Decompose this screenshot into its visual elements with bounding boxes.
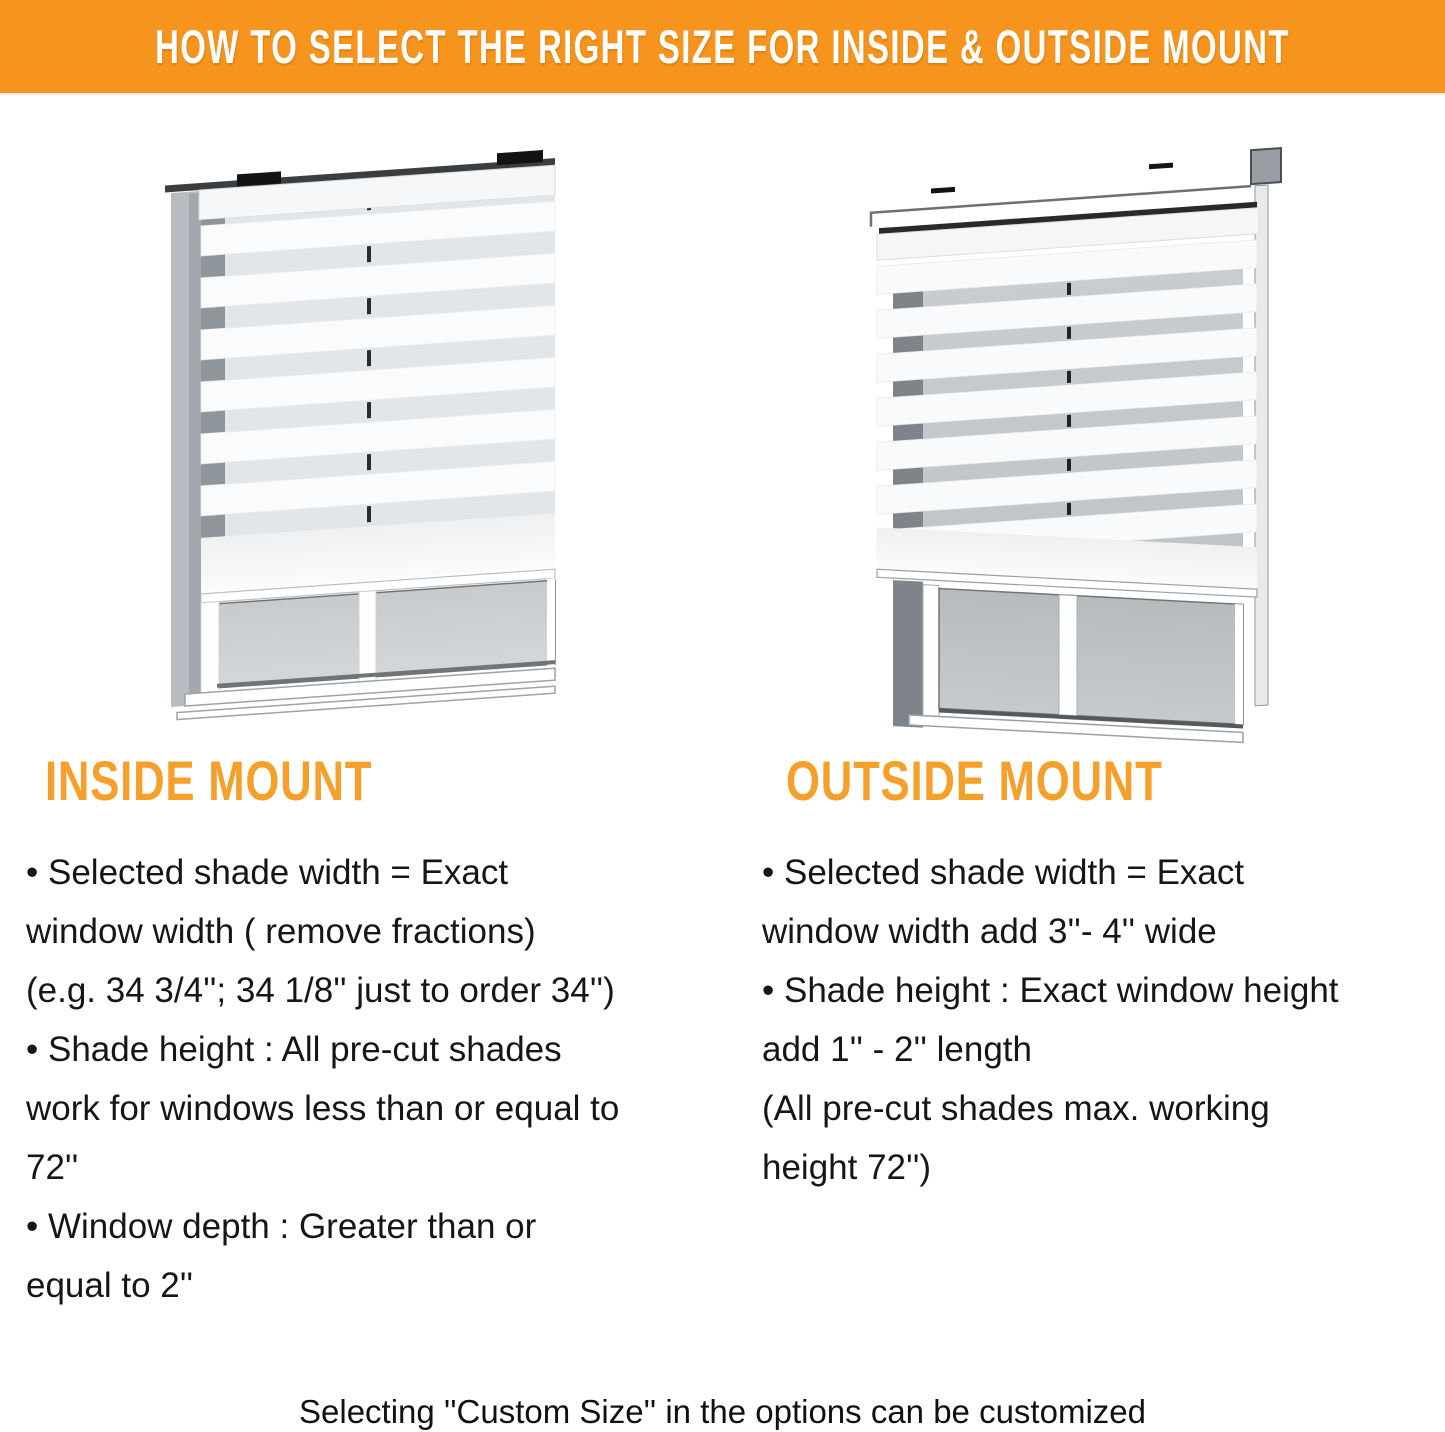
center-mullion — [359, 591, 376, 682]
spec-line: (All pre-cut shades max. working — [762, 1089, 1270, 1128]
spec-line: • Selected shade width = Exact — [26, 853, 509, 892]
spec-line: window width ( remove fractions) — [26, 912, 536, 951]
bracket-screw-dash-right — [1149, 163, 1173, 170]
inside-mount-specs — [26, 843, 721, 1315]
window-right-stile — [547, 578, 555, 669]
spec-line: • Selected shade width = Exact — [762, 853, 1245, 892]
spec-line: 72'' — [26, 1148, 79, 1187]
inside-mount-illustration — [156, 146, 568, 722]
spec-line: height 72'') — [762, 1148, 932, 1187]
window-jamb-lower — [893, 580, 923, 728]
window-left-stile — [201, 602, 219, 695]
spec-line: equal to 2'' — [26, 1266, 194, 1305]
inside-mount-heading: INSIDE MOUNT — [45, 749, 373, 812]
footer-note: Selecting ''Custom Size'' in the options can be customized — [299, 1393, 1146, 1430]
spec-line: • Shade height : All pre-cut shades — [26, 1030, 562, 1069]
bracket-screw-dash-left — [931, 187, 955, 194]
outside-mount-specs — [762, 843, 1445, 1197]
window-left-jamb-shadow — [189, 193, 201, 704]
window-right-stile — [1235, 604, 1243, 724]
spec-line: • Shade height : Exact window height — [762, 971, 1339, 1010]
banner-title: HOW TO SELECT THE RIGHT SIZE FOR INSIDE & OUTSIDE MOUNT — [155, 20, 1290, 73]
window-glass — [939, 589, 1243, 725]
spec-line: add 1'' - 2'' length — [762, 1030, 1032, 1069]
center-mullion — [1059, 595, 1077, 716]
spec-line: (e.g. 34 3/4''; 34 1/8'' just to order 34'') — [26, 971, 615, 1010]
size-guide-banner — [0, 0, 1445, 93]
mounting-block — [1251, 148, 1281, 184]
window-left-stile — [923, 585, 939, 726]
spec-line: window width add 3''- 4'' wide — [762, 912, 1217, 951]
outside-mount-illustration — [853, 120, 1309, 752]
outside-mount-heading: OUTSIDE MOUNT — [786, 749, 1163, 812]
spec-line: • Window depth : Greater than or — [26, 1207, 537, 1246]
spec-line: work for windows less than or equal to — [26, 1089, 620, 1128]
